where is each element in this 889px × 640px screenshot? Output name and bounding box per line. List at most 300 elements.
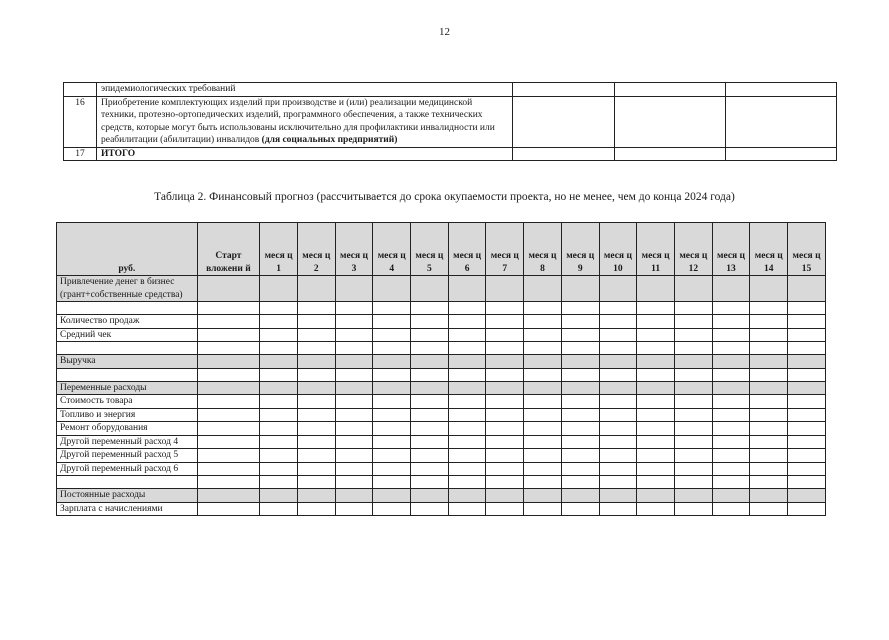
data-cell (674, 408, 712, 422)
financial-forecast-table (56, 222, 826, 516)
data-cell (373, 355, 411, 369)
data-cell (411, 381, 449, 395)
data-cell (599, 408, 637, 422)
data-cell (674, 355, 712, 369)
data-cell (788, 355, 826, 369)
data-cell (448, 315, 486, 329)
data-cell (335, 355, 373, 369)
data-cell (750, 276, 788, 302)
data-cell (448, 368, 486, 381)
data-cell (373, 315, 411, 329)
data-cell (260, 395, 298, 409)
data-cell (448, 276, 486, 302)
row-label: Выручка (57, 355, 198, 369)
data-cell (561, 381, 599, 395)
data-cell (524, 408, 562, 422)
data-cell (448, 435, 486, 449)
data-cell (297, 489, 335, 503)
row-label: Средний чек (57, 328, 198, 342)
header-start: Старт вложени й (197, 223, 260, 276)
data-cell (486, 408, 524, 422)
data-row (57, 408, 826, 422)
data-cell (335, 395, 373, 409)
data-cell (297, 462, 335, 476)
header-month: меся ц 3 (335, 223, 373, 276)
data-cell (637, 502, 675, 516)
data-cell (712, 408, 750, 422)
data-cell (750, 355, 788, 369)
data-cell (486, 476, 524, 489)
data-cell (297, 449, 335, 463)
data-cell (260, 408, 298, 422)
header-month: меся ц 1 (260, 223, 298, 276)
data-cell (411, 315, 449, 329)
data-cell (260, 489, 298, 503)
data-cell (599, 476, 637, 489)
data-cell (674, 315, 712, 329)
data-cell (297, 422, 335, 436)
data-cell (750, 435, 788, 449)
data-cell (197, 408, 260, 422)
data-cell (297, 355, 335, 369)
data-cell (260, 368, 298, 381)
table-caption: Таблица 2. Финансовый прогноз (рассчитывается до срока окупаемости проекта, но не менее, чем до конца 2024 года) (154, 191, 735, 203)
data-cell (297, 395, 335, 409)
data-cell (750, 476, 788, 489)
data-cell (486, 355, 524, 369)
data-cell (788, 302, 826, 315)
data-cell (637, 276, 675, 302)
data-cell (297, 328, 335, 342)
data-cell (448, 302, 486, 315)
data-cell (599, 395, 637, 409)
data-cell (335, 408, 373, 422)
row-label: Топливо и энергия (57, 408, 198, 422)
data-cell (599, 342, 637, 355)
row-label (57, 342, 198, 355)
data-cell (197, 276, 260, 302)
data-cell (674, 328, 712, 342)
data-row (57, 328, 826, 342)
row-label: Количество продаж (57, 315, 198, 329)
data-cell (637, 315, 675, 329)
data-cell (411, 355, 449, 369)
data-cell (788, 408, 826, 422)
header-month: меся ц 4 (373, 223, 411, 276)
data-cell (637, 422, 675, 436)
data-row (57, 502, 826, 516)
data-cell (561, 435, 599, 449)
data-cell (197, 381, 260, 395)
data-cell (788, 449, 826, 463)
data-cell (486, 435, 524, 449)
data-cell (674, 476, 712, 489)
data-cell (750, 381, 788, 395)
data-cell (373, 462, 411, 476)
data-cell (486, 381, 524, 395)
data-cell (599, 489, 637, 503)
data-cell (335, 502, 373, 516)
data-cell (448, 422, 486, 436)
data-cell (712, 302, 750, 315)
data-cell (297, 381, 335, 395)
data-cell (260, 355, 298, 369)
row-label: Стоимость товара (57, 395, 198, 409)
row-label: Другой переменный расход 6 (57, 462, 198, 476)
data-row (57, 315, 826, 329)
data-cell (373, 328, 411, 342)
data-cell (335, 449, 373, 463)
data-cell (486, 449, 524, 463)
data-cell (599, 355, 637, 369)
data-cell (486, 395, 524, 409)
data-cell (197, 368, 260, 381)
header-month: меся ц 6 (448, 223, 486, 276)
data-cell (373, 435, 411, 449)
data-cell (297, 368, 335, 381)
data-row (57, 449, 826, 463)
data-cell (260, 381, 298, 395)
data-row (57, 435, 826, 449)
data-cell (524, 381, 562, 395)
data-cell (674, 435, 712, 449)
data-cell (486, 342, 524, 355)
data-cell (712, 462, 750, 476)
data-cell (674, 462, 712, 476)
data-cell (524, 355, 562, 369)
data-cell (674, 342, 712, 355)
data-cell (561, 276, 599, 302)
data-cell (788, 368, 826, 381)
data-cell (411, 276, 449, 302)
data-cell (788, 342, 826, 355)
data-cell (411, 422, 449, 436)
data-cell (712, 328, 750, 342)
data-cell (197, 342, 260, 355)
data-cell (524, 489, 562, 503)
data-cell (197, 449, 260, 463)
data-cell (712, 435, 750, 449)
data-cell (524, 342, 562, 355)
data-cell (674, 395, 712, 409)
row-text-bold: (для социальных предприятий) (261, 135, 398, 145)
data-cell (197, 462, 260, 476)
data-cell (260, 315, 298, 329)
data-cell (524, 462, 562, 476)
data-row (57, 276, 826, 302)
data-cell (750, 368, 788, 381)
header-month: меся ц 15 (788, 223, 826, 276)
data-cell (448, 342, 486, 355)
data-cell (599, 449, 637, 463)
data-cell (297, 435, 335, 449)
data-cell (750, 449, 788, 463)
data-cell (561, 476, 599, 489)
empty-cell (513, 83, 615, 97)
data-cell (448, 502, 486, 516)
data-cell (197, 355, 260, 369)
data-cell (788, 276, 826, 302)
data-cell (561, 449, 599, 463)
data-cell (486, 462, 524, 476)
data-cell (411, 502, 449, 516)
data-cell (448, 381, 486, 395)
data-cell (750, 502, 788, 516)
data-cell (637, 342, 675, 355)
data-row (57, 381, 826, 395)
data-cell (411, 476, 449, 489)
data-cell (561, 302, 599, 315)
data-cell (373, 368, 411, 381)
data-cell (524, 435, 562, 449)
data-cell (411, 408, 449, 422)
data-cell (750, 422, 788, 436)
row-label: Ремонт оборудования (57, 422, 198, 436)
data-cell (561, 355, 599, 369)
data-cell (637, 381, 675, 395)
data-cell (448, 462, 486, 476)
data-cell (712, 395, 750, 409)
row-label: Привлечение денег в бизнес (грант+собственные средства) (57, 276, 198, 302)
data-cell (599, 315, 637, 329)
data-cell (712, 355, 750, 369)
data-cell (448, 476, 486, 489)
header-row (57, 223, 826, 276)
data-cell (197, 302, 260, 315)
data-cell (335, 342, 373, 355)
data-cell (788, 395, 826, 409)
data-cell (373, 342, 411, 355)
data-cell (599, 276, 637, 302)
data-cell (486, 489, 524, 503)
data-cell (448, 328, 486, 342)
data-cell (524, 276, 562, 302)
data-cell (411, 395, 449, 409)
data-cell (373, 489, 411, 503)
data-cell (197, 489, 260, 503)
data-cell (297, 476, 335, 489)
data-cell (788, 502, 826, 516)
data-cell (197, 422, 260, 436)
row-label (57, 476, 198, 489)
row-text-bold: ИТОГО (101, 148, 136, 159)
data-cell (373, 502, 411, 516)
header-month: меся ц 12 (674, 223, 712, 276)
data-cell (260, 302, 298, 315)
data-cell (637, 302, 675, 315)
data-cell (674, 489, 712, 503)
data-cell (674, 422, 712, 436)
data-cell (373, 276, 411, 302)
data-cell (599, 435, 637, 449)
data-cell (335, 476, 373, 489)
data-cell (524, 315, 562, 329)
data-cell (411, 449, 449, 463)
data-row (57, 355, 826, 369)
data-cell (524, 368, 562, 381)
data-cell (373, 422, 411, 436)
empty-cell (615, 147, 726, 161)
data-cell (411, 368, 449, 381)
data-cell (297, 342, 335, 355)
data-cell (750, 328, 788, 342)
data-cell (524, 449, 562, 463)
data-cell (637, 449, 675, 463)
data-row (57, 489, 826, 503)
data-cell (411, 328, 449, 342)
header-month: меся ц 9 (561, 223, 599, 276)
data-cell (260, 435, 298, 449)
data-cell (411, 489, 449, 503)
data-cell (197, 502, 260, 516)
data-cell (373, 476, 411, 489)
data-cell (674, 276, 712, 302)
data-cell (335, 315, 373, 329)
data-cell (486, 276, 524, 302)
empty-cell (513, 147, 615, 161)
data-cell (788, 315, 826, 329)
data-cell (750, 408, 788, 422)
data-cell (750, 462, 788, 476)
data-cell (411, 302, 449, 315)
header-month: меся ц 5 (411, 223, 449, 276)
data-cell (448, 395, 486, 409)
data-cell (335, 276, 373, 302)
data-cell (712, 381, 750, 395)
data-cell (335, 381, 373, 395)
header-month: меся ц 8 (524, 223, 562, 276)
data-cell (197, 476, 260, 489)
data-cell (599, 502, 637, 516)
data-cell (297, 302, 335, 315)
data-cell (561, 368, 599, 381)
row-label: Зарплата с начислениями (57, 502, 198, 516)
data-cell (750, 315, 788, 329)
data-cell (260, 422, 298, 436)
data-cell (448, 489, 486, 503)
data-cell (260, 462, 298, 476)
data-cell (335, 302, 373, 315)
data-cell (599, 422, 637, 436)
row-text (97, 96, 513, 147)
data-cell (411, 342, 449, 355)
data-row (57, 422, 826, 436)
data-cell (335, 462, 373, 476)
top-table-row (64, 83, 837, 97)
data-cell (373, 302, 411, 315)
data-cell (486, 328, 524, 342)
row-label (57, 368, 198, 381)
data-cell (197, 435, 260, 449)
data-cell (750, 489, 788, 503)
data-cell (486, 368, 524, 381)
data-cell (524, 395, 562, 409)
data-cell (297, 276, 335, 302)
row-text (97, 147, 513, 161)
data-cell (197, 328, 260, 342)
header-month: меся ц 7 (486, 223, 524, 276)
data-cell (260, 342, 298, 355)
data-cell (373, 381, 411, 395)
data-cell (486, 315, 524, 329)
data-cell (335, 422, 373, 436)
row-label: Другой переменный расход 4 (57, 435, 198, 449)
data-cell (750, 302, 788, 315)
data-cell (335, 489, 373, 503)
data-cell (712, 368, 750, 381)
data-cell (599, 302, 637, 315)
data-cell (297, 408, 335, 422)
data-cell (788, 328, 826, 342)
data-cell (524, 476, 562, 489)
data-cell (524, 502, 562, 516)
data-cell (524, 422, 562, 436)
data-cell (788, 489, 826, 503)
row-number (64, 83, 97, 97)
data-cell (197, 315, 260, 329)
header-month: меся ц 11 (637, 223, 675, 276)
data-cell (637, 395, 675, 409)
data-row (57, 462, 826, 476)
data-cell (637, 489, 675, 503)
data-cell (297, 315, 335, 329)
data-cell (260, 449, 298, 463)
top-table-row (64, 96, 837, 147)
data-cell (561, 462, 599, 476)
data-cell (637, 408, 675, 422)
data-cell (788, 462, 826, 476)
header-rub: руб. (57, 223, 198, 276)
data-cell (448, 449, 486, 463)
empty-cell (615, 96, 726, 147)
data-cell (561, 315, 599, 329)
data-cell (448, 408, 486, 422)
data-cell (599, 381, 637, 395)
top-table-row (64, 147, 837, 161)
row-label: Постоянные расходы (57, 489, 198, 503)
data-cell (561, 328, 599, 342)
row-text (97, 83, 513, 97)
data-cell (712, 476, 750, 489)
spacer-row (57, 476, 826, 489)
data-cell (599, 328, 637, 342)
data-cell (524, 302, 562, 315)
empty-cell (726, 96, 837, 147)
data-cell (260, 502, 298, 516)
data-cell (260, 328, 298, 342)
data-cell (561, 342, 599, 355)
data-cell (788, 381, 826, 395)
row-label: Переменные расходы (57, 381, 198, 395)
data-cell (561, 395, 599, 409)
data-cell (524, 328, 562, 342)
row-number: 16 (64, 96, 97, 147)
header-month: меся ц 14 (750, 223, 788, 276)
header-month: меся ц 13 (712, 223, 750, 276)
empty-cell (513, 96, 615, 147)
data-cell (712, 315, 750, 329)
data-row (57, 395, 826, 409)
data-cell (637, 435, 675, 449)
row-label: Другой переменный расход 5 (57, 449, 198, 463)
data-cell (561, 489, 599, 503)
data-cell (637, 476, 675, 489)
data-cell (599, 462, 637, 476)
data-cell (674, 502, 712, 516)
data-cell (448, 355, 486, 369)
data-cell (788, 435, 826, 449)
data-cell (561, 422, 599, 436)
